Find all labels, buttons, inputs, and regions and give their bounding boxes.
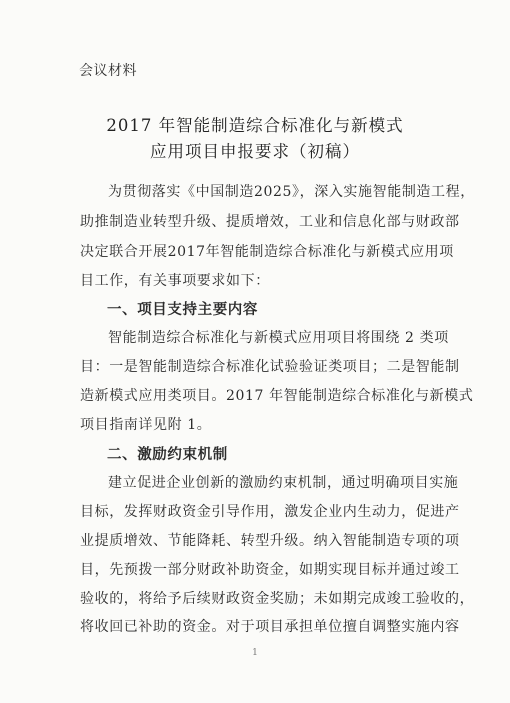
intro-line-1: 为贯彻落实《中国制造2025》，深入实施智能制造工程， xyxy=(108,184,475,200)
document-title-line-2: 应用项目申报要求（初稿） xyxy=(150,142,360,161)
section-2-line-4: 目，先预拨一部分财政补助资金，如期实现目标并通过竣工 xyxy=(80,562,460,578)
section-2-line-1: 建立促进企业创新的激励约束机制，通过明确项目实施 xyxy=(108,475,459,491)
section-1-line-1: 智能制造综合标准化与新模式应用项目将围绕 2 类项 xyxy=(108,330,449,346)
section-1-line-4: 项目指南详见附 1。 xyxy=(80,417,212,433)
section-1-line-3: 造新模式应用类项目。2017 年智能制造综合标准化与新模式 xyxy=(80,388,474,404)
section-1-heading: 一、项目支持主要内容 xyxy=(107,301,258,318)
intro-line-4: 目工作，有关事项要求如下： xyxy=(80,273,270,289)
document-title-line-1: 2017 年智能制造综合标准化与新模式 xyxy=(106,116,404,135)
section-2-line-2: 目标，发挥财政资金引导作用，激发企业内生动力，促进产 xyxy=(80,504,460,520)
intro-line-2: 助推制造业转型升级、提质增效，工业和信息化部与财政部 xyxy=(80,214,460,230)
page-number: 1 xyxy=(252,648,258,658)
header-label: 会议材料 xyxy=(79,63,137,79)
section-1-line-2: 目：一是智能制造综合标准化试验验证类项目；二是智能制 xyxy=(80,359,460,375)
section-2-line-5: 验收的，将给予后续财政资金奖励；未如期完成竣工验收的， xyxy=(80,591,475,607)
intro-line-3: 决定联合开展2017年智能制造综合标准化与新模式应用项 xyxy=(80,244,454,260)
section-2-line-6: 将收回已补助的资金。对于项目承担单位擅自调整实施内容 xyxy=(80,619,460,635)
section-2-line-3: 业提质增效、节能降耗、转型升级。纳入智能制造专项的项 xyxy=(80,533,460,549)
section-2-heading: 二、激励约束机制 xyxy=(107,446,228,463)
